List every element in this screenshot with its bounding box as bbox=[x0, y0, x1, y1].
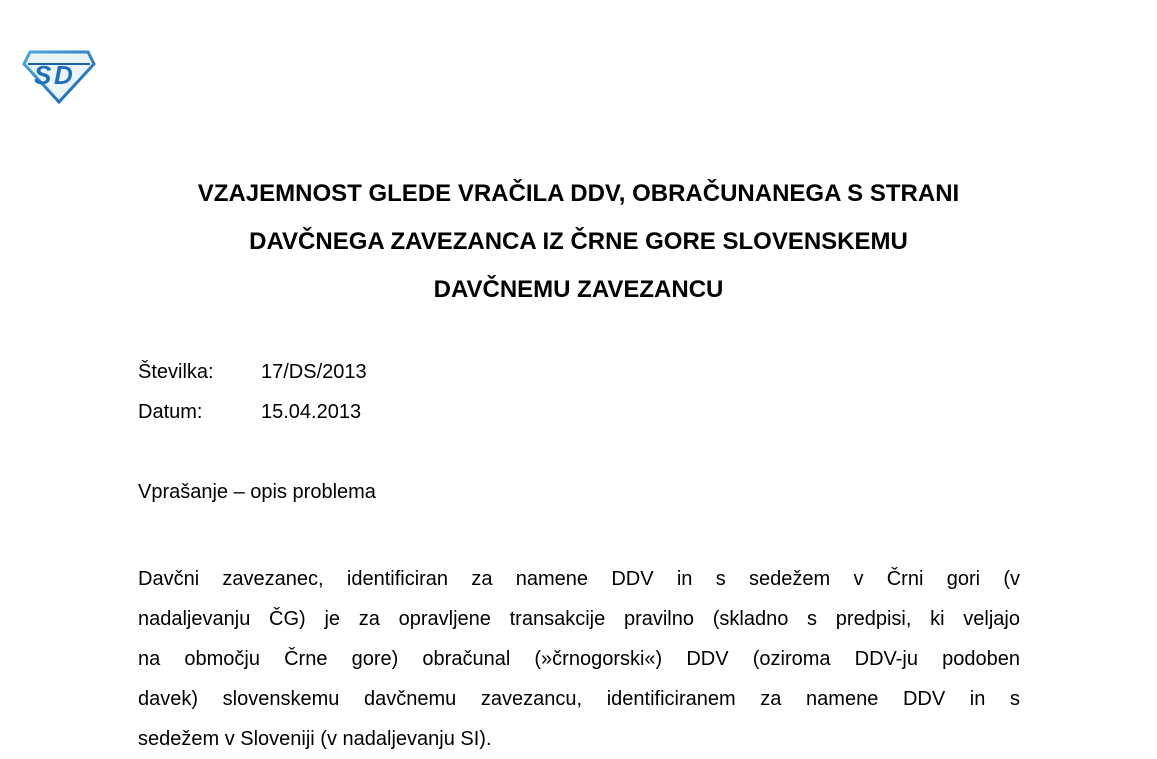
number-value: 17/DS/2013 bbox=[261, 361, 367, 383]
document-title bbox=[100, 170, 1057, 314]
svg-text:D: D bbox=[54, 60, 73, 90]
meta-date-row bbox=[138, 401, 361, 424]
title-line: DAVČNEMU ZAVEZANCU bbox=[433, 276, 724, 303]
paragraph-line: nadaljevanju ČG) je za opravljene transakcije pravilno (skladno s predpisi, ki veljajo bbox=[138, 608, 1020, 630]
meta-number-row bbox=[138, 361, 367, 384]
date-label: Datum: bbox=[138, 401, 203, 423]
paragraph-line: Davčni zavezanec, identificiran za namene DDV in s sedežem v Črni gori (v bbox=[138, 568, 1020, 590]
svg-text:S: S bbox=[34, 60, 52, 90]
date-value: 15.04.2013 bbox=[261, 401, 362, 423]
problem-paragraph bbox=[138, 559, 1020, 759]
title-line: VZAJEMNOST GLEDE VRAČILA DDV, OBRAČUNANEGA S STRANI bbox=[197, 180, 960, 207]
paragraph-line: davek) slovenskemu davčnemu zavezancu, identificiranem za namene DDV in s bbox=[138, 688, 1020, 710]
section-heading: Vprašanje – opis problema bbox=[138, 481, 376, 503]
paragraph-line: sedežem v Sloveniji (v nadaljevanju SI). bbox=[138, 728, 492, 750]
sd-logo-icon bbox=[22, 48, 96, 104]
paragraph-line: na območju Črne gore) obračunal (»črnogorski«) DDV (oziroma DDV-ju podoben bbox=[138, 648, 1020, 670]
title-line: DAVČNEGA ZAVEZANCA IZ ČRNE GORE SLOVENSKEMU bbox=[249, 228, 908, 255]
number-label: Številka: bbox=[138, 361, 214, 383]
